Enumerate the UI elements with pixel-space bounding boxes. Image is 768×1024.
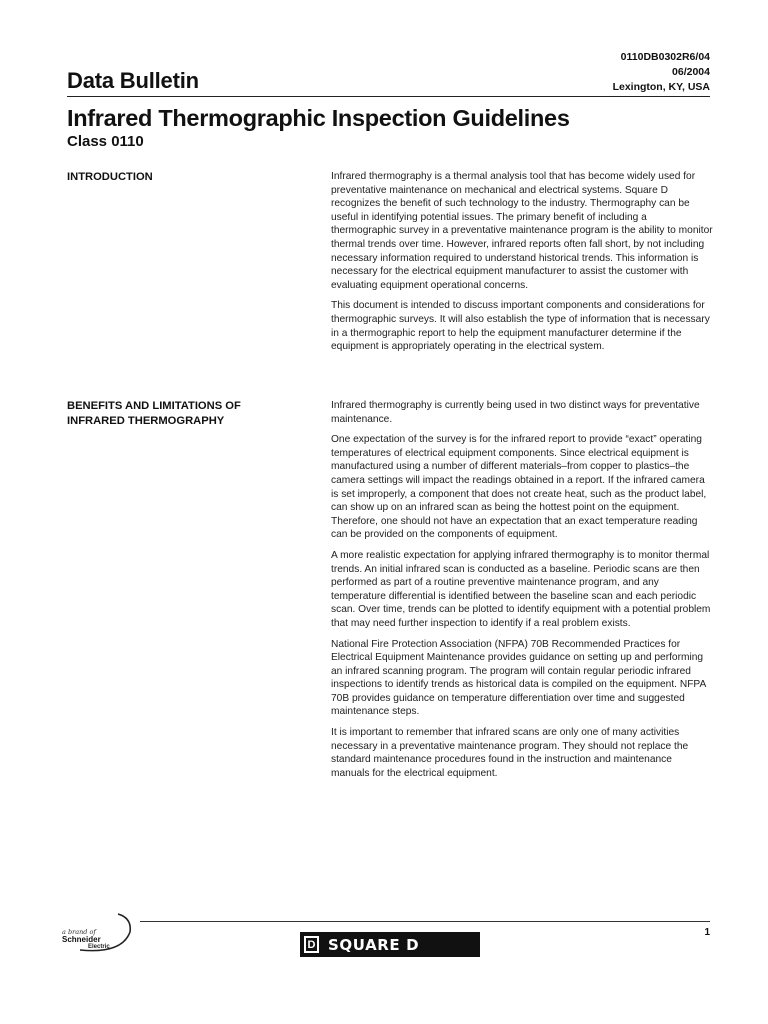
header-rule bbox=[67, 96, 710, 97]
paragraph: A more realistic expectation for applying infrared thermography is to monitor thermal trends. An initial infrared scan is conducted as a baseline. Periodic scans are then performed as part of a routine preventive maintenance program, and any temperature differential is identified between the baseline scan and each periodic scan. Over time, trends can be plotted to identify equipment with a potential problem that may need further inspection to identify if a real problem exists. bbox=[331, 549, 711, 629]
paragraph: National Fire Protection Association (NFPA) 70B Recommended Practices for Electrical Equipment Maintenance provides guidance on setting up and performing an infrared scanning program. The program will contain regular periodic infrared inspections to identify trends as historical data is compiled on the equipment. NFPA 70B provides guidance on temperature differentiation over time and suggested maintenance steps. bbox=[331, 638, 706, 718]
paragraph: It is important to remember that infrared scans are only one of many activities necessary in a preventative maintenance program. They should not replace the standard maintenance procedures found in the instruction and maintenance manuals for the electrical equipment. bbox=[331, 727, 689, 779]
footer-rule bbox=[140, 921, 710, 922]
doc-date: 06/2004 bbox=[672, 66, 710, 78]
paragraph: Infrared thermography is currently being used in two distinct ways for preventative maintenance. bbox=[331, 400, 700, 425]
square-d-wordmark: SQUARE D bbox=[328, 935, 420, 954]
doc-number: 0110DB0302R6/04 bbox=[620, 51, 710, 63]
page-subtitle: Class 0110 bbox=[67, 133, 144, 150]
brand-line: a brand of bbox=[62, 928, 96, 936]
paragraph: One expectation of the survey is for the infrared report to provide “exact” operating temperatures of electrical equipment components. Since electrical equipment is manufactured using a number of different materials–from copper to plastics–the camera settings will impact the readings obtained in a report. If the infrared camera is set improperly, a component that does not create heat, such as the product label, can show up on an infrared scan as being the hottest point on the equipment. Therefore, one should not have an expectation that an exact temperature reading can be provided on the components of equipment. bbox=[331, 434, 707, 541]
square-d-mark-icon: D bbox=[304, 936, 319, 953]
doc-location: Lexington, KY, USA bbox=[612, 81, 710, 93]
brand-name: Schneider bbox=[62, 935, 101, 944]
section-heading: INTRODUCTION bbox=[67, 171, 153, 183]
square-d-logo bbox=[300, 932, 480, 957]
page-title: Infrared Thermographic Inspection Guidelines bbox=[67, 105, 570, 131]
schneider-electric-logo bbox=[60, 910, 140, 960]
page-number: 1 bbox=[704, 927, 710, 938]
paragraph: This document is intended to discuss important components and considerations for thermographic surveys. It will also establish the type of information that is necessary in a thermographic report to help the equipment manufacturer determine if the equipment is appropriately operating in the electrical system. bbox=[331, 300, 710, 353]
brand-sub: Electric bbox=[88, 944, 110, 950]
section-heading: BENEFITS AND LIMITATIONS OF INFRARED THERMOGRAPHY bbox=[67, 400, 241, 427]
paragraph: Infrared thermography is a thermal analysis tool that has become widely used for preventative maintenance on mechanical and electrical systems. Square D recognizes the benefit of such technology to the industry. Thermography can be useful in identifying potential issues. The primary benefit of including a thermographic survey in a preventative maintenance program is the ability to monitor thermal trends over time. However, infrared reports often fall short, by not including necessary information required to understand historical trends. This information is necessary for the electrical equipment manufacturer to assist the customer with evaluating equipment operational concerns. bbox=[331, 171, 713, 291]
bulletin-title: Data Bulletin bbox=[67, 68, 199, 93]
doc-meta bbox=[613, 50, 710, 95]
section-body bbox=[331, 170, 713, 361]
section-body bbox=[331, 399, 713, 787]
